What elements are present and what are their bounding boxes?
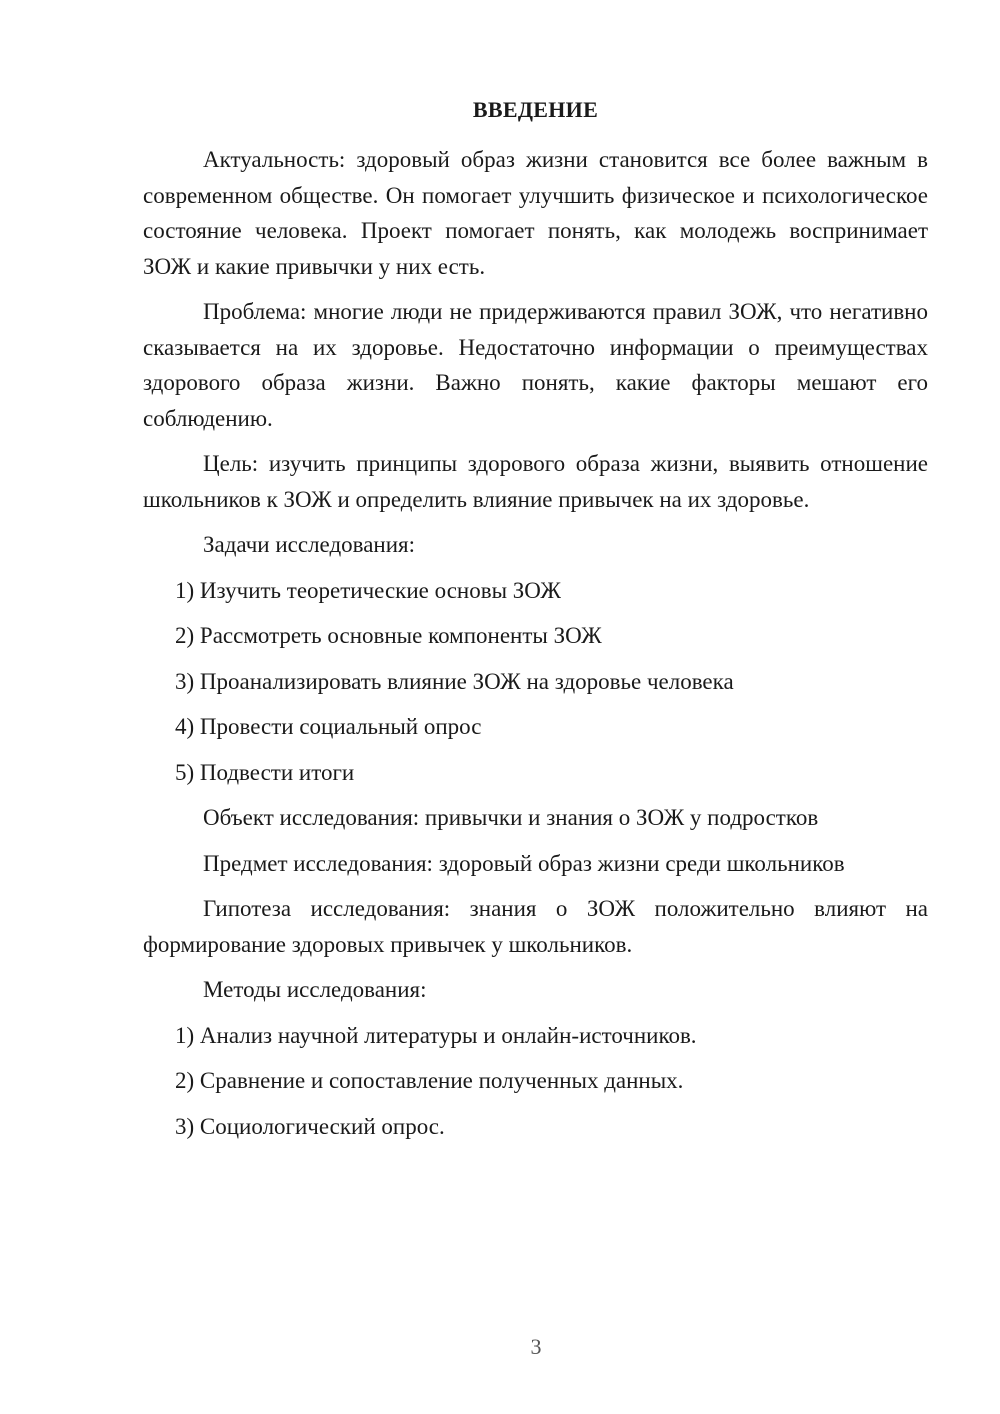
list-item: 1) Изучить теоретические основы ЗОЖ xyxy=(175,577,561,603)
list-item: 2) Сравнение и сопоставление полученных данных. xyxy=(175,1068,684,1093)
list-item: 5) Подвести итоги xyxy=(175,759,355,785)
research-subject: Предмет исследования: здоровый образ жизни среди школьников xyxy=(203,850,845,876)
hypothesis-paragraph: Гипотеза исследования: знания о ЗОЖ положительно влияют на формирование здоровых привычек у школьников. xyxy=(143,896,928,957)
methods-list xyxy=(143,1018,928,1145)
list-item: 3) Проанализировать влияние ЗОЖ на здоровье человека xyxy=(175,668,734,694)
list-item: 4) Провести социальный опрос xyxy=(175,714,482,739)
tasks-heading: Задачи исследования: xyxy=(203,532,416,557)
research-object: Объект исследования: привычки и знания о ЗОЖ у подростков xyxy=(203,805,819,830)
page-title: ВВЕДЕНИЕ xyxy=(472,97,599,122)
list-item: 1) Анализ научной литературы и онлайн-источников. xyxy=(175,1022,697,1048)
relevance-paragraph: Актуальность: здоровый образ жизни становится все более важным в современном обществе. Он помогает улучшить физическое и психологическое состояние человека. Проект помогает понять, как молодежь воспринимает ЗОЖ и какие привычки у них есть. xyxy=(143,147,928,279)
problem-paragraph: Проблема: многие люди не придерживаются правил ЗОЖ, что негативно сказывается на их здоровье. Недостаточно информации о преимуществах здорового образа жизни. Важно понять, какие факторы мешают его соблюдению. xyxy=(143,299,928,431)
page-content xyxy=(143,94,928,1154)
goal-paragraph: Цель: изучить принципы здорового образа жизни, выявить отношение школьников к ЗОЖ и определить влияние привычек на их здоровье. xyxy=(143,451,928,512)
list-item: 3) Социологический опрос. xyxy=(175,1113,445,1139)
page-number: 3 xyxy=(530,1334,542,1359)
tasks-list xyxy=(143,573,928,791)
methods-heading: Методы исследования: xyxy=(203,977,427,1002)
list-item: 2) Рассмотреть основные компоненты ЗОЖ xyxy=(175,623,602,648)
